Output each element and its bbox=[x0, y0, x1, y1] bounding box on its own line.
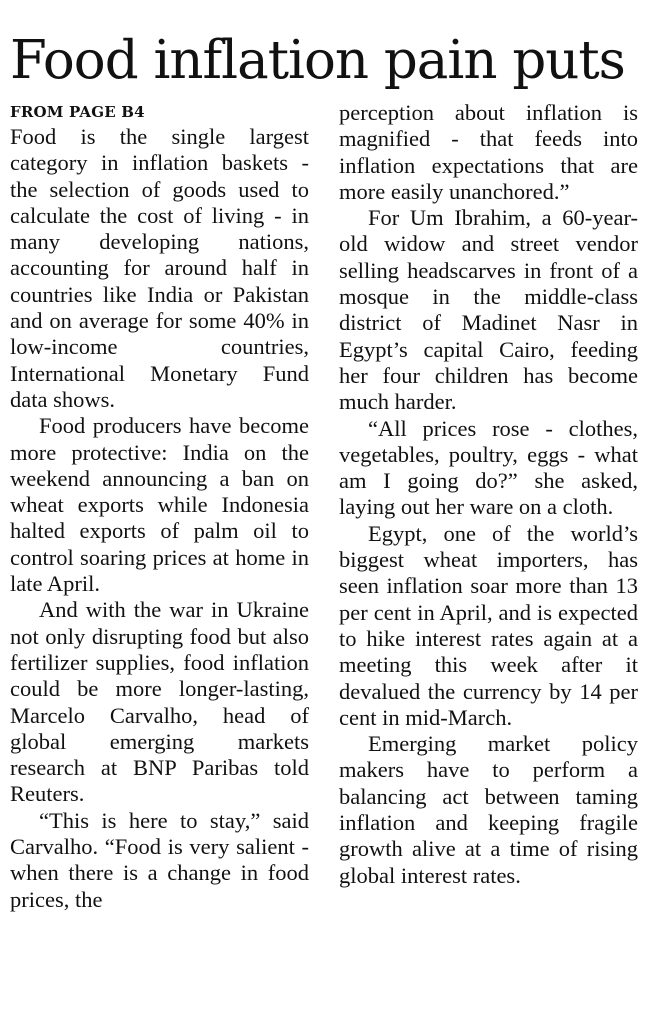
paragraph-right-1: perception about inflation is magnified - that feeds into inflation expectations that are more easily unanchored.” bbox=[339, 100, 638, 204]
paragraph-right-5: Emerging market policy makers have to perform a balancing act between taming inflation and keeping fragile growth alive at a time of rising global interest rates. bbox=[339, 731, 638, 888]
article-column-left bbox=[10, 100, 309, 913]
paragraph-right-2: For Um Ibrahim, a 60-year-old widow and street vendor selling headscarves in front of a mosque in the middle-class district of Madinet Nasr in Egypt’s capital Cairo, feeding her four children has become much harder. bbox=[339, 205, 638, 415]
paragraph-left-4: “This is here to stay,” said Carvalho. “Food is very salient - when there is a change in food prices, the bbox=[10, 807, 309, 912]
paragraph-right-3: “All prices rose - clothes, vegetables, poultry, eggs - what am I going do?” she asked, laying out her ware on a cloth. bbox=[339, 415, 638, 520]
paragraph-right-4: Egypt, one of the world’s biggest wheat importers, has seen inflation soar more than 13 per cent in April, and is expected to hike interest rates again at a meeting this week after it devalued the currency by 14 per cent in mid-March. bbox=[339, 520, 638, 730]
paragraph-left-1: Food is the single largest category in inflation baskets - the selection of goods used to calculate the cost of living - in many developing nations, accounting for around half in countries like India or Pakistan and on average for some 40% in low-income countries, International Monetary Fund data shows. bbox=[10, 124, 309, 412]
paragraph-left-3: And with the war in Ukraine not only disrupting food but also fertilizer supplies, food inflation could be more longer-lasting, Marcelo Carvalho, head of global emerging markets research at BNP Paribas told Reuters. bbox=[10, 597, 309, 807]
paragraph-left-2: Food producers have become more protective: India on the weekend announcing a ban on wheat exports while Indonesia halted exports of palm oil to control soaring prices at home in late April. bbox=[10, 413, 309, 597]
headline: Food inflation pain puts bbox=[10, 30, 625, 91]
article-column-right bbox=[339, 100, 638, 889]
continuation-kicker: FROM PAGE B4 bbox=[10, 103, 145, 121]
